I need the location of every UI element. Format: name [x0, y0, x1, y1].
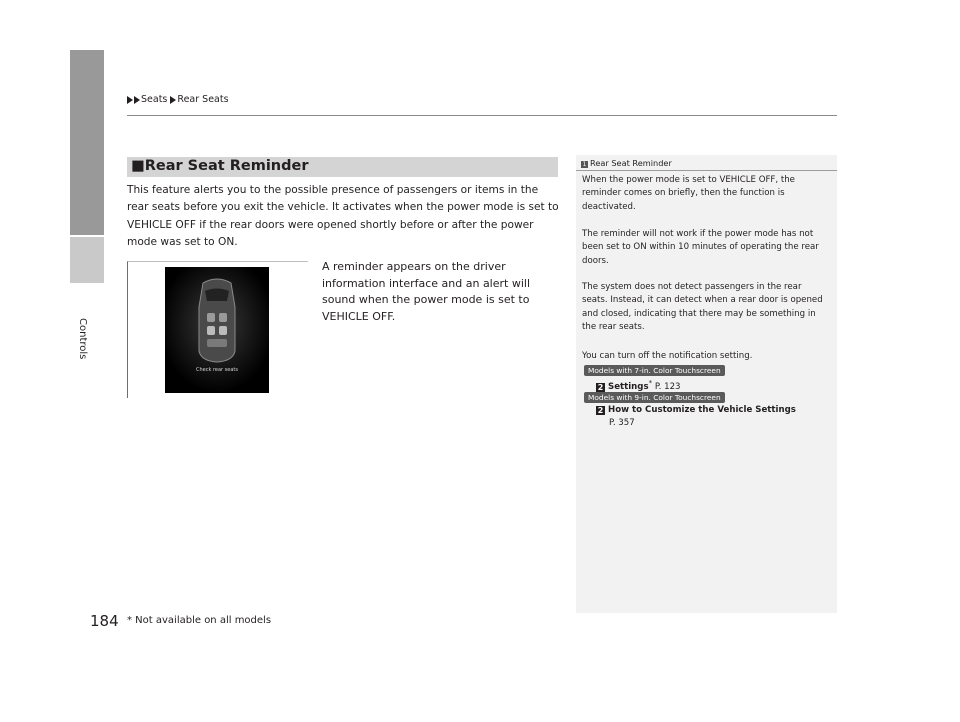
note-title-text: Rear Seat Reminder	[590, 158, 672, 168]
xref-label: Settings	[608, 381, 649, 392]
page-number: 184	[90, 612, 119, 630]
customize-settings-link[interactable]	[596, 404, 796, 417]
breadcrumb-item[interactable]: Seats	[141, 94, 168, 105]
footnote: * Not available on all models	[127, 615, 272, 626]
note-divider	[576, 170, 837, 171]
note-paragraph: The reminder will not work if the power mode has not been set to ON within 10 minutes of operating the rear doors.	[582, 229, 819, 266]
xref-page[interactable]: P. 357	[609, 418, 635, 428]
body-paragraph: This feature alerts you to the possible presence of passengers or items in the rear seats before you exit the vehicle. It activates when the power mode is set to VEHICLE OFF if the rear doors were opened shortly before or after the power mode was set to ON.	[127, 184, 559, 248]
breadcrumb-item[interactable]: Rear Seats	[177, 94, 229, 105]
section-title-text: Rear Seat Reminder	[144, 158, 309, 174]
chapter-label: Controls	[77, 318, 88, 360]
square-bullet-icon: ■	[131, 158, 145, 174]
arrow-right-icon	[170, 96, 176, 104]
chapter-tab	[70, 50, 104, 235]
cross-reference-icon: 2	[597, 382, 604, 392]
model-badge-7in: Models with 7-in. Color Touchscreen	[584, 365, 725, 376]
model-badge-9in: Models with 9-in. Color Touchscreen	[584, 392, 725, 403]
figure-caption: A reminder appears on the driver information interface and an alert will sound when the power mode is set to VEHICLE OFF.	[322, 260, 531, 323]
screen-message: Check rear seats	[195, 367, 238, 373]
section-title	[131, 158, 309, 174]
header-divider	[127, 115, 837, 116]
chapter-tab-lower	[70, 237, 104, 283]
car-top-view-icon	[165, 267, 269, 393]
xref-page: P. 123	[654, 381, 681, 392]
note-paragraph: You can turn off the notification setting.	[582, 351, 753, 361]
breadcrumb	[127, 94, 229, 105]
footnote-star: *	[648, 379, 653, 387]
reminder-screen-image	[165, 267, 269, 393]
cross-reference-icon: 2	[597, 406, 604, 415]
note-paragraph: When the power mode is set to VEHICLE OFF, the reminder comes on briefly, then the function is deactivated.	[582, 175, 795, 212]
arrow-right-icon	[127, 96, 133, 104]
xref-label: How to Customize the Vehicle Settings	[608, 405, 796, 415]
note-paragraph: The system does not detect passengers in the rear seats. Instead, it can detect when a rear door is opened and closed, indicating that there may be something in the rear seats.	[582, 282, 823, 333]
arrow-right-icon	[134, 96, 140, 104]
note-number-icon: 1	[582, 161, 587, 168]
note-title	[581, 158, 672, 168]
